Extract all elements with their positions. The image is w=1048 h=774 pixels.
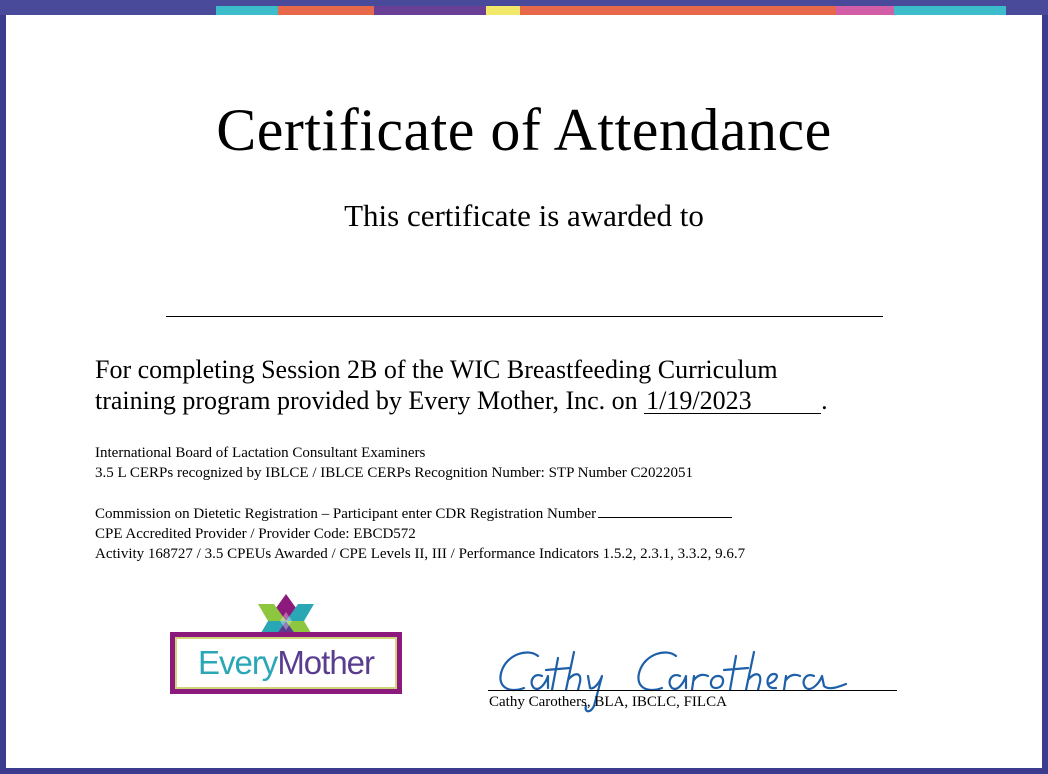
signature-line <box>488 690 897 691</box>
signer-caption: Cathy Carothers, BLA, IBCLC, FILCA <box>489 694 727 710</box>
cdr-number-blank <box>598 503 732 518</box>
certificate-subtitle: This certificate is awarded to <box>344 198 704 233</box>
logo-inner <box>175 637 397 689</box>
completion-line-1: For completing Session 2B of the WIC Breastfeeding Curriculum <box>95 355 778 384</box>
iblce-line-1: International Board of Lactation Consultant Examiners <box>95 445 426 461</box>
logo-word-every: Every <box>197 644 278 681</box>
certificate-title: Certificate of Attendance <box>216 97 832 163</box>
cdr-line-2: CPE Accredited Provider / Provider Code: EBCD572 <box>95 526 416 542</box>
color-stripe-header <box>0 0 1048 15</box>
completion-statement <box>95 354 995 416</box>
cdr-line-3: Activity 168727 / 3.5 CPEUs Awarded / CPE Levels II, III / Performance Indicators 1.5.2, 2.3.1, 3.3.2, 9.6.7 <box>95 546 746 562</box>
logo-frame <box>170 632 402 694</box>
logo-wordmark <box>198 644 374 682</box>
iblce-line-2: 3.5 L CERPs recognized by IBLCE / IBLCE CERPs Recognition Number: STP Number C2022051 <box>95 465 694 481</box>
completion-period: . <box>821 386 828 415</box>
every-mother-logo <box>170 592 402 694</box>
cdr-line-1 <box>95 503 745 524</box>
cdr-accreditation <box>95 503 745 564</box>
iblce-accreditation <box>95 443 693 483</box>
completion-line-2-text: training program provided by Every Mother, Inc. on <box>95 386 638 415</box>
logo-word-mother: Mother <box>277 644 375 681</box>
cdr-line-1-text: Commission on Dietetic Registration – Participant enter CDR Registration Number <box>95 506 597 522</box>
completion-date: 1/19/2023 <box>644 389 821 414</box>
completion-line-2 <box>95 385 995 416</box>
recipient-name-line <box>166 316 883 317</box>
